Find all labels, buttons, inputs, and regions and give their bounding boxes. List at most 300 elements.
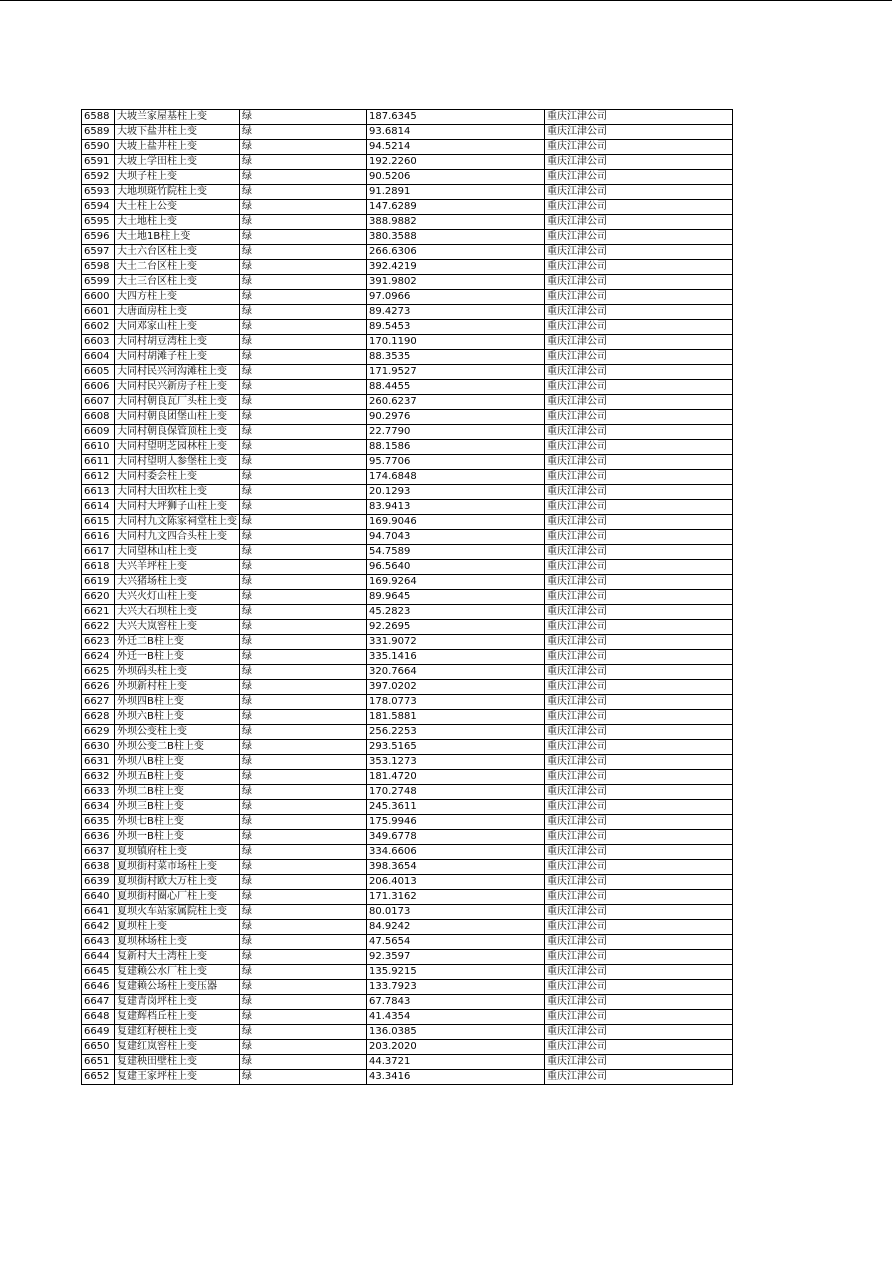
table-row [82, 215, 733, 230]
status-color-cell: 绿 [240, 890, 367, 905]
value-cell: 169.9264 [367, 575, 545, 590]
row-id-cell: 6619 [82, 575, 115, 590]
station-name-cell: 大兴羊坪柱上变 [115, 560, 240, 575]
value-cell: 97.0966 [367, 290, 545, 305]
status-color-cell: 绿 [240, 995, 367, 1010]
status-color-cell: 绿 [240, 500, 367, 515]
value-cell: 397.0202 [367, 680, 545, 695]
status-color-cell: 绿 [240, 965, 367, 980]
table-row [82, 995, 733, 1010]
row-id-cell: 6618 [82, 560, 115, 575]
row-id-cell: 6645 [82, 965, 115, 980]
table-row [82, 845, 733, 860]
table-row [82, 1040, 733, 1055]
company-cell: 重庆江津公司 [545, 140, 733, 155]
row-id-cell: 6623 [82, 635, 115, 650]
company-cell: 重庆江津公司 [545, 605, 733, 620]
table-row [82, 875, 733, 890]
value-cell: 90.2976 [367, 410, 545, 425]
row-id-cell: 6634 [82, 800, 115, 815]
value-cell: 94.7043 [367, 530, 545, 545]
value-cell: 171.9527 [367, 365, 545, 380]
page-top-border [0, 0, 892, 1]
table-row [82, 650, 733, 665]
status-color-cell: 绿 [240, 425, 367, 440]
status-color-cell: 绿 [240, 140, 367, 155]
value-cell: 89.9645 [367, 590, 545, 605]
station-name-cell: 外迁二B柱上变 [115, 635, 240, 650]
station-name-cell: 大兴大石坝柱上变 [115, 605, 240, 620]
station-name-cell: 外坝七B柱上变 [115, 815, 240, 830]
company-cell: 重庆江津公司 [545, 635, 733, 650]
table-row [82, 815, 733, 830]
company-cell: 重庆江津公司 [545, 920, 733, 935]
row-id-cell: 6600 [82, 290, 115, 305]
status-color-cell: 绿 [240, 245, 367, 260]
table-row [82, 455, 733, 470]
company-cell: 重庆江津公司 [545, 620, 733, 635]
status-color-cell: 绿 [240, 530, 367, 545]
station-name-cell: 复新村大土湾柱上变 [115, 950, 240, 965]
station-name-cell: 外迁一B柱上变 [115, 650, 240, 665]
status-color-cell: 绿 [240, 665, 367, 680]
status-color-cell: 绿 [240, 515, 367, 530]
company-cell: 重庆江津公司 [545, 680, 733, 695]
status-color-cell: 绿 [240, 470, 367, 485]
table-row [82, 680, 733, 695]
company-cell: 重庆江津公司 [545, 275, 733, 290]
value-cell: 54.7589 [367, 545, 545, 560]
status-color-cell: 绿 [240, 605, 367, 620]
table-row [82, 1025, 733, 1040]
station-name-cell: 复建赖公场柱上变压器 [115, 980, 240, 995]
station-name-cell: 大同望林山柱上变 [115, 545, 240, 560]
value-cell: 43.3416 [367, 1070, 545, 1085]
row-id-cell: 6593 [82, 185, 115, 200]
value-cell: 88.1586 [367, 440, 545, 455]
company-cell: 重庆江津公司 [545, 245, 733, 260]
row-id-cell: 6637 [82, 845, 115, 860]
value-cell: 91.2891 [367, 185, 545, 200]
table-row [82, 725, 733, 740]
company-cell: 重庆江津公司 [545, 800, 733, 815]
company-cell: 重庆江津公司 [545, 470, 733, 485]
value-cell: 256.2253 [367, 725, 545, 740]
station-name-cell: 夏坝街村圈心厂柱上变 [115, 890, 240, 905]
status-color-cell: 绿 [240, 110, 367, 125]
status-color-cell: 绿 [240, 1040, 367, 1055]
company-cell: 重庆江津公司 [545, 155, 733, 170]
row-id-cell: 6622 [82, 620, 115, 635]
company-cell: 重庆江津公司 [545, 665, 733, 680]
company-cell: 重庆江津公司 [545, 1025, 733, 1040]
table-row [82, 410, 733, 425]
status-color-cell: 绿 [240, 920, 367, 935]
row-id-cell: 6596 [82, 230, 115, 245]
company-cell: 重庆江津公司 [545, 545, 733, 560]
company-cell: 重庆江津公司 [545, 980, 733, 995]
row-id-cell: 6616 [82, 530, 115, 545]
table-row [82, 770, 733, 785]
status-color-cell: 绿 [240, 365, 367, 380]
station-name-cell: 大同村民兴新房子柱上变 [115, 380, 240, 395]
company-cell: 重庆江津公司 [545, 440, 733, 455]
station-name-cell: 复建红岚窖柱上变 [115, 1040, 240, 1055]
status-color-cell: 绿 [240, 800, 367, 815]
status-color-cell: 绿 [240, 860, 367, 875]
row-id-cell: 6643 [82, 935, 115, 950]
status-color-cell: 绿 [240, 455, 367, 470]
value-cell: 135.9215 [367, 965, 545, 980]
station-name-cell: 大同村朝良瓦厂头柱上变 [115, 395, 240, 410]
station-name-cell: 外坝四B柱上变 [115, 695, 240, 710]
status-color-cell: 绿 [240, 740, 367, 755]
status-color-cell: 绿 [240, 785, 367, 800]
row-id-cell: 6604 [82, 350, 115, 365]
status-color-cell: 绿 [240, 650, 367, 665]
row-id-cell: 6636 [82, 830, 115, 845]
status-color-cell: 绿 [240, 485, 367, 500]
row-id-cell: 6589 [82, 125, 115, 140]
table-row [82, 755, 733, 770]
company-cell: 重庆江津公司 [545, 365, 733, 380]
status-color-cell: 绿 [240, 1025, 367, 1040]
status-color-cell: 绿 [240, 260, 367, 275]
station-name-cell: 大土地柱上变 [115, 215, 240, 230]
status-color-cell: 绿 [240, 575, 367, 590]
value-cell: 147.6289 [367, 200, 545, 215]
table-row [82, 500, 733, 515]
row-id-cell: 6590 [82, 140, 115, 155]
company-cell: 重庆江津公司 [545, 590, 733, 605]
station-name-cell: 复建青岗坪柱上变 [115, 995, 240, 1010]
station-name-cell: 复建辉档丘柱上变 [115, 1010, 240, 1025]
data-table [81, 109, 733, 1085]
row-id-cell: 6608 [82, 410, 115, 425]
status-color-cell: 绿 [240, 695, 367, 710]
company-cell: 重庆江津公司 [545, 725, 733, 740]
value-cell: 174.6848 [367, 470, 545, 485]
station-name-cell: 大兴大岚窖柱上变 [115, 620, 240, 635]
value-cell: 181.4720 [367, 770, 545, 785]
table-row [82, 110, 733, 125]
value-cell: 171.3162 [367, 890, 545, 905]
value-cell: 84.9242 [367, 920, 545, 935]
row-id-cell: 6642 [82, 920, 115, 935]
row-id-cell: 6635 [82, 815, 115, 830]
company-cell: 重庆江津公司 [545, 320, 733, 335]
station-name-cell: 大同村九文陈家祠堂柱上变 [115, 515, 240, 530]
company-cell: 重庆江津公司 [545, 710, 733, 725]
company-cell: 重庆江津公司 [545, 170, 733, 185]
status-color-cell: 绿 [240, 410, 367, 425]
value-cell: 293.5165 [367, 740, 545, 755]
row-id-cell: 6641 [82, 905, 115, 920]
company-cell: 重庆江津公司 [545, 995, 733, 1010]
company-cell: 重庆江津公司 [545, 890, 733, 905]
table-row [82, 545, 733, 560]
table-body [82, 110, 733, 1085]
status-color-cell: 绿 [240, 200, 367, 215]
station-name-cell: 大土地1B柱上变 [115, 230, 240, 245]
table-row [82, 785, 733, 800]
row-id-cell: 6603 [82, 335, 115, 350]
station-name-cell: 夏坝火车站家属院柱上变 [115, 905, 240, 920]
row-id-cell: 6607 [82, 395, 115, 410]
row-id-cell: 6633 [82, 785, 115, 800]
value-cell: 334.6606 [367, 845, 545, 860]
station-name-cell: 大同邓家山柱上变 [115, 320, 240, 335]
status-color-cell: 绿 [240, 830, 367, 845]
table-row [82, 395, 733, 410]
row-id-cell: 6649 [82, 1025, 115, 1040]
value-cell: 133.7923 [367, 980, 545, 995]
value-cell: 391.9802 [367, 275, 545, 290]
row-id-cell: 6646 [82, 980, 115, 995]
company-cell: 重庆江津公司 [545, 395, 733, 410]
value-cell: 95.7706 [367, 455, 545, 470]
table-row [82, 380, 733, 395]
company-cell: 重庆江津公司 [545, 815, 733, 830]
station-name-cell: 大四方柱上变 [115, 290, 240, 305]
company-cell: 重庆江津公司 [545, 830, 733, 845]
station-name-cell: 大同村大田坎柱上变 [115, 485, 240, 500]
value-cell: 92.3597 [367, 950, 545, 965]
station-name-cell: 大坡上盐井柱上变 [115, 140, 240, 155]
station-name-cell: 大土二台区柱上变 [115, 260, 240, 275]
status-color-cell: 绿 [240, 1070, 367, 1085]
station-name-cell: 大同村望明芝园林柱上变 [115, 440, 240, 455]
table-row [82, 200, 733, 215]
row-id-cell: 6599 [82, 275, 115, 290]
table-row [82, 560, 733, 575]
value-cell: 388.9882 [367, 215, 545, 230]
value-cell: 266.6306 [367, 245, 545, 260]
company-cell: 重庆江津公司 [545, 1010, 733, 1025]
station-name-cell: 大地坝斑竹院柱上变 [115, 185, 240, 200]
value-cell: 335.1416 [367, 650, 545, 665]
table-row [82, 335, 733, 350]
status-color-cell: 绿 [240, 350, 367, 365]
company-cell: 重庆江津公司 [545, 575, 733, 590]
company-cell: 重庆江津公司 [545, 785, 733, 800]
company-cell: 重庆江津公司 [545, 905, 733, 920]
company-cell: 重庆江津公司 [545, 740, 733, 755]
value-cell: 192.2260 [367, 155, 545, 170]
row-id-cell: 6638 [82, 860, 115, 875]
status-color-cell: 绿 [240, 815, 367, 830]
company-cell: 重庆江津公司 [545, 515, 733, 530]
status-color-cell: 绿 [240, 170, 367, 185]
value-cell: 398.3654 [367, 860, 545, 875]
table-row [82, 635, 733, 650]
company-cell: 重庆江津公司 [545, 500, 733, 515]
status-color-cell: 绿 [240, 980, 367, 995]
table-row [82, 185, 733, 200]
station-name-cell: 大同村望明人参堡柱上变 [115, 455, 240, 470]
station-name-cell: 大兴火灯山柱上变 [115, 590, 240, 605]
station-name-cell: 外坝八B柱上变 [115, 755, 240, 770]
station-name-cell: 复建王家坪柱上变 [115, 1070, 240, 1085]
value-cell: 136.0385 [367, 1025, 545, 1040]
table-row [82, 695, 733, 710]
company-cell: 重庆江津公司 [545, 185, 733, 200]
value-cell: 96.5640 [367, 560, 545, 575]
value-cell: 94.5214 [367, 140, 545, 155]
value-cell: 349.6778 [367, 830, 545, 845]
company-cell: 重庆江津公司 [545, 1070, 733, 1085]
company-cell: 重庆江津公司 [545, 650, 733, 665]
company-cell: 重庆江津公司 [545, 290, 733, 305]
table-row [82, 965, 733, 980]
row-id-cell: 6592 [82, 170, 115, 185]
table-row [82, 125, 733, 140]
row-id-cell: 6594 [82, 200, 115, 215]
row-id-cell: 6598 [82, 260, 115, 275]
status-color-cell: 绿 [240, 1010, 367, 1025]
company-cell: 重庆江津公司 [545, 125, 733, 140]
value-cell: 181.5881 [367, 710, 545, 725]
station-name-cell: 复建秧田壁柱上变 [115, 1055, 240, 1070]
row-id-cell: 6631 [82, 755, 115, 770]
status-color-cell: 绿 [240, 230, 367, 245]
value-cell: 187.6345 [367, 110, 545, 125]
row-id-cell: 6610 [82, 440, 115, 455]
row-id-cell: 6597 [82, 245, 115, 260]
company-cell: 重庆江津公司 [545, 230, 733, 245]
station-name-cell: 大同村胡滩子柱上变 [115, 350, 240, 365]
value-cell: 169.9046 [367, 515, 545, 530]
row-id-cell: 6621 [82, 605, 115, 620]
status-color-cell: 绿 [240, 125, 367, 140]
company-cell: 重庆江津公司 [545, 770, 733, 785]
status-color-cell: 绿 [240, 770, 367, 785]
value-cell: 80.0173 [367, 905, 545, 920]
value-cell: 47.5654 [367, 935, 545, 950]
table-row [82, 800, 733, 815]
company-cell: 重庆江津公司 [545, 200, 733, 215]
value-cell: 89.4273 [367, 305, 545, 320]
value-cell: 206.4013 [367, 875, 545, 890]
table-row [82, 665, 733, 680]
company-cell: 重庆江津公司 [545, 560, 733, 575]
station-name-cell: 大兴猪场柱上变 [115, 575, 240, 590]
table-row [82, 245, 733, 260]
row-id-cell: 6620 [82, 590, 115, 605]
row-id-cell: 6648 [82, 1010, 115, 1025]
status-color-cell: 绿 [240, 185, 367, 200]
table-row [82, 260, 733, 275]
value-cell: 170.2748 [367, 785, 545, 800]
table-row [82, 440, 733, 455]
table-row [82, 275, 733, 290]
status-color-cell: 绿 [240, 320, 367, 335]
station-name-cell: 外坝五B柱上变 [115, 770, 240, 785]
station-name-cell: 外坝公变柱上变 [115, 725, 240, 740]
station-name-cell: 夏坝街村菜市场柱上变 [115, 860, 240, 875]
table-row [82, 950, 733, 965]
row-id-cell: 6650 [82, 1040, 115, 1055]
value-cell: 41.4354 [367, 1010, 545, 1025]
station-name-cell: 外坝三B柱上变 [115, 800, 240, 815]
station-name-cell: 外坝一B柱上变 [115, 830, 240, 845]
row-id-cell: 6647 [82, 995, 115, 1010]
value-cell: 260.6237 [367, 395, 545, 410]
row-id-cell: 6640 [82, 890, 115, 905]
table-row [82, 425, 733, 440]
status-color-cell: 绿 [240, 620, 367, 635]
station-name-cell: 大坡兰家屋基柱上变 [115, 110, 240, 125]
status-color-cell: 绿 [240, 215, 367, 230]
table-row [82, 830, 733, 845]
value-cell: 353.1273 [367, 755, 545, 770]
table-row [82, 980, 733, 995]
value-cell: 245.3611 [367, 800, 545, 815]
station-name-cell: 大同村民兴河沟滩柱上变 [115, 365, 240, 380]
table-row [82, 155, 733, 170]
row-id-cell: 6611 [82, 455, 115, 470]
row-id-cell: 6613 [82, 485, 115, 500]
station-name-cell: 外坝二B柱上变 [115, 785, 240, 800]
table-row [82, 905, 733, 920]
value-cell: 67.7843 [367, 995, 545, 1010]
company-cell: 重庆江津公司 [545, 1055, 733, 1070]
row-id-cell: 6630 [82, 740, 115, 755]
value-cell: 170.1190 [367, 335, 545, 350]
company-cell: 重庆江津公司 [545, 335, 733, 350]
value-cell: 44.3721 [367, 1055, 545, 1070]
company-cell: 重庆江津公司 [545, 410, 733, 425]
table-row [82, 860, 733, 875]
value-cell: 175.9946 [367, 815, 545, 830]
station-name-cell: 夏坝柱上变 [115, 920, 240, 935]
status-color-cell: 绿 [240, 710, 367, 725]
table-row [82, 590, 733, 605]
status-color-cell: 绿 [240, 155, 367, 170]
table-row [82, 290, 733, 305]
station-name-cell: 夏坝街村欧大万柱上变 [115, 875, 240, 890]
table-row [82, 935, 733, 950]
value-cell: 89.5453 [367, 320, 545, 335]
table-row [82, 530, 733, 545]
row-id-cell: 6632 [82, 770, 115, 785]
station-name-cell: 大坡上学田柱上变 [115, 155, 240, 170]
company-cell: 重庆江津公司 [545, 530, 733, 545]
company-cell: 重庆江津公司 [545, 350, 733, 365]
table-row [82, 350, 733, 365]
table-row [82, 1055, 733, 1070]
status-color-cell: 绿 [240, 395, 367, 410]
station-name-cell: 夏坝镇府柱上变 [115, 845, 240, 860]
table-row [82, 515, 733, 530]
company-cell: 重庆江津公司 [545, 425, 733, 440]
status-color-cell: 绿 [240, 560, 367, 575]
value-cell: 392.4219 [367, 260, 545, 275]
value-cell: 92.2695 [367, 620, 545, 635]
table-row [82, 140, 733, 155]
status-color-cell: 绿 [240, 845, 367, 860]
status-color-cell: 绿 [240, 635, 367, 650]
status-color-cell: 绿 [240, 725, 367, 740]
company-cell: 重庆江津公司 [545, 935, 733, 950]
station-name-cell: 大土柱上公变 [115, 200, 240, 215]
value-cell: 320.7664 [367, 665, 545, 680]
value-cell: 331.9072 [367, 635, 545, 650]
table-row [82, 890, 733, 905]
row-id-cell: 6614 [82, 500, 115, 515]
station-name-cell: 外坝码头柱上变 [115, 665, 240, 680]
table-row [82, 1070, 733, 1085]
